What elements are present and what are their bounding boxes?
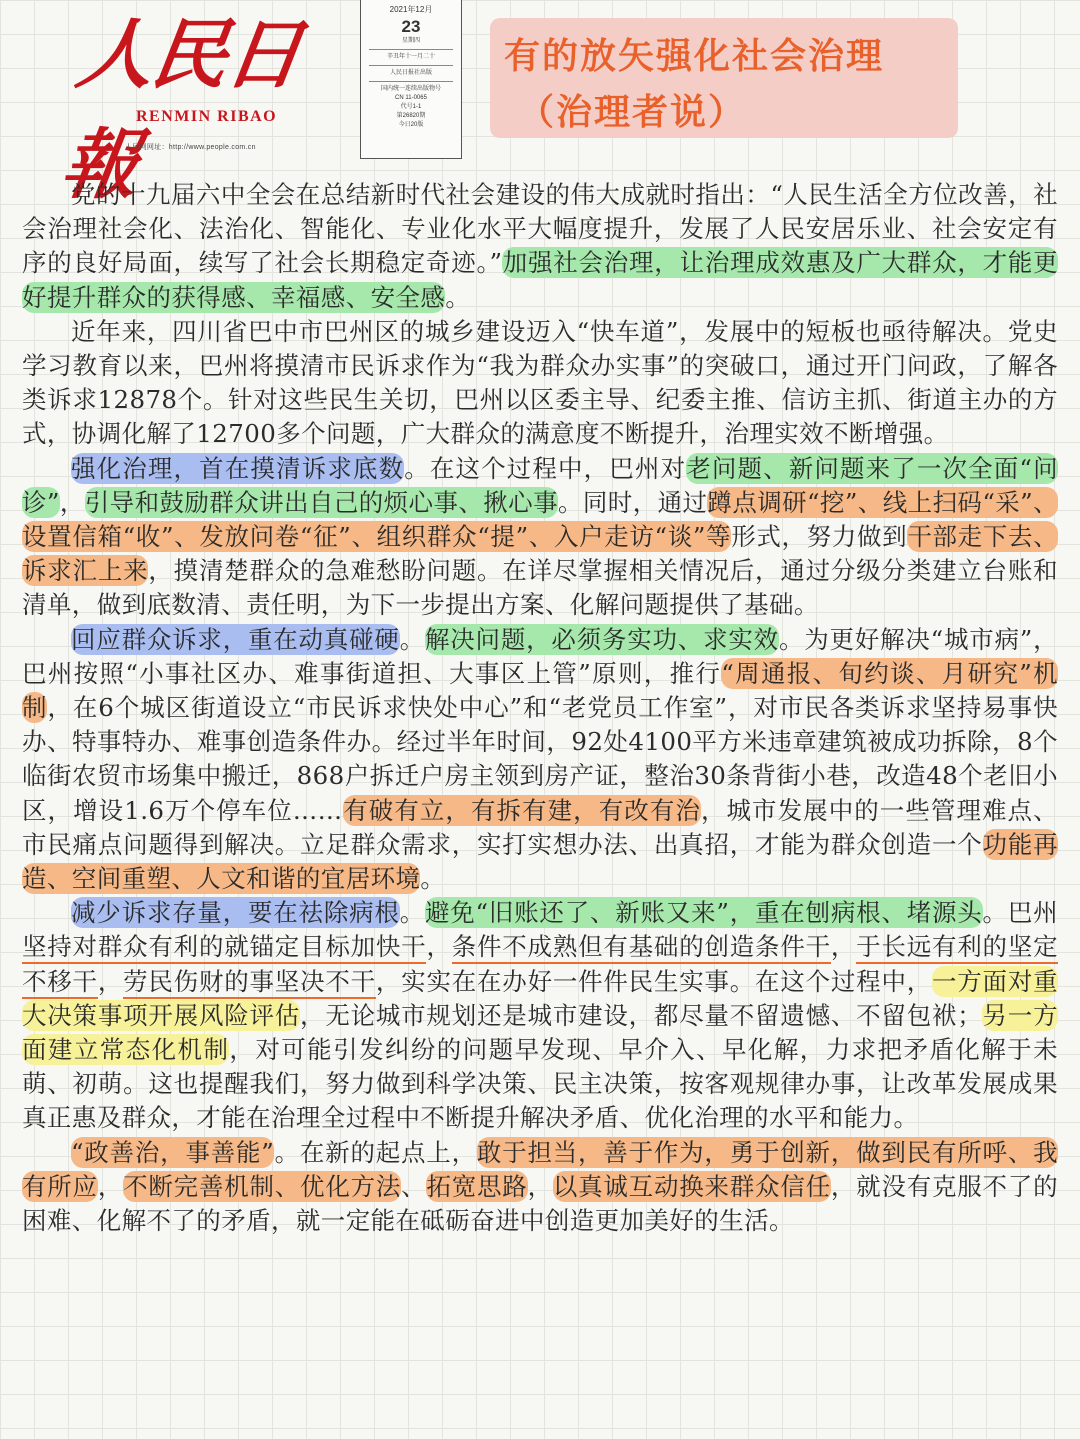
issue-number: 第26820期 xyxy=(396,113,426,119)
text-run: 。在新的起点上， xyxy=(274,1137,477,1167)
text-run: 。 xyxy=(420,864,446,894)
text-run: 。为更好解决“城市病”，巴州按照“小事社区办、难事街道担、大事区上管”原则，推行 xyxy=(22,624,1059,688)
highlight-blue: 回应群众诉求，重在动真碰硬 xyxy=(71,624,400,654)
highlight-yellow: 一方面对重大决策事项开展风险评估 xyxy=(22,966,1059,1030)
text-run: ，实实在在办好一件件民生实事。在这个过程中， xyxy=(375,966,932,996)
masthead-logo: 人民日報 xyxy=(56,10,307,209)
article-body xyxy=(22,178,1058,1238)
highlight-orange: “周通报、旬约谈、月研究”机制 xyxy=(22,658,1058,723)
text-run: ，就没有克服不了的困难、化解不了的矛盾，就一定能在砥砺奋进中创造更加美好的生活。 xyxy=(22,1171,1058,1236)
text-run: 党的十九届六中全会在总结新时代社会建设的伟大成就时指出：“人民生活全方位改善，社会治理社会化、法治化、智能化、专业化水平大幅度提升，发展了人民安居乐业、社会安定有序的良好局面，续写了社会长期稳定奇迹。” xyxy=(22,180,1058,278)
highlight-orange: 以真诚互动换来群众信任 xyxy=(552,1171,831,1201)
text-run: ， xyxy=(426,932,452,962)
underline-orange: 坚持对群众有利的就锚定目标加快干 xyxy=(22,932,426,964)
highlight-orange: 蹲点调研“挖”、线上扫码“采”、设置信箱“收”、发放问卷“征”、组织群众“提”、入户走访“谈”等 xyxy=(22,487,1059,552)
text-run: 近年来，四川省巴中市巴州区的城乡建设迈入“快车道”，发展中的短板也亟待解决。党史学习教育以来，巴州将摸清市民诉求作为“我为群众办实事”的突破口，通过开门问政，了解各类诉求12878个。针对这些民生关切，巴州以区委主导、纪委主推、信访主抓、街道主办的方式，协调化解了12700多个问题，广大群众的满意度不断提升，治理实效不断增强。 xyxy=(22,316,1058,449)
paragraph xyxy=(22,623,1058,897)
text-run: ， xyxy=(830,932,857,962)
paragraph xyxy=(22,896,1058,1135)
serial-cn: CN 11-0065 xyxy=(395,95,427,101)
highlight-green: 加强社会治理，让治理成效惠及广大群众，才能更好提升群众的获得感、幸福感、安全感 xyxy=(22,248,1058,312)
paragraph xyxy=(22,1136,1058,1239)
serial-code: 代号1-1 xyxy=(400,104,422,110)
paragraph xyxy=(22,452,1058,623)
date-day: 23 xyxy=(401,17,421,36)
text-run: ， xyxy=(59,487,85,517)
highlight-green: 老问题、新问题来了一次全面“问诊” xyxy=(22,453,1058,517)
text-run: ， xyxy=(527,1171,553,1201)
highlight-orange: 不断完善机制、优化方法 xyxy=(123,1171,402,1201)
highlight-yellow: 另一方面建立常态化机制 xyxy=(22,1000,1058,1065)
highlight-orange: 敢于担当，善于作为，勇于创新，做到民有所呼、我有所应 xyxy=(22,1137,1058,1201)
text-run: 。 xyxy=(399,898,425,928)
highlight-green: 引导和鼓励群众讲出自己的烦心事、揪心事 xyxy=(84,487,558,517)
text-run: 、 xyxy=(401,1171,427,1201)
publisher: 人民日报社出版 xyxy=(389,70,432,76)
date-divider xyxy=(369,81,453,82)
text-run: 形式，努力做到 xyxy=(731,522,908,552)
underline-orange: 条件不成熟但有基础的创造条件干 xyxy=(452,932,831,964)
text-run: ，对可能引发纠纷的问题早发现、早介入、早化解，力求把矛盾化解于未萌、初萌。这也提醒我们，努力做到科学决策、民主决策，按客观规律办事，让改革发展成果真正惠及群众，才能在治理全过程中不断提升解决矛盾、优化治理的水平和能力。 xyxy=(22,1035,1058,1133)
text-run: 。 xyxy=(399,624,425,654)
highlight-orange: 拓宽思路 xyxy=(426,1171,528,1201)
highlight-green: 避免“旧账还了、新账又来”，重在刨病根、堵源头 xyxy=(424,898,983,928)
paragraph xyxy=(22,315,1058,452)
text-run: ，城市发展中的一些管理难点、市民痛点问题得到解决。立足群众需求，实打实想办法、出真招，才能为群众创造一个 xyxy=(22,795,1058,859)
newspaper-masthead xyxy=(56,0,355,209)
date-weekday: 星期四 xyxy=(401,38,420,44)
text-run: ，无论城市规划还是城市建设，都尽量不留遗憾、不留包袱； xyxy=(300,1000,983,1030)
highlight-orange: 功能再造、空间重塑、人文和谐的宜居环境 xyxy=(22,829,1059,894)
text-run: ， xyxy=(97,966,124,996)
highlight-blue: 强化治理，首在摸清诉求底数 xyxy=(71,453,405,483)
text-run: 。同时，通过 xyxy=(557,487,708,517)
highlight-orange: 干部走下去、诉求汇上来 xyxy=(22,522,1058,586)
highlight-green: 解决问题，必须务实功、求实效 xyxy=(424,624,779,654)
highlight-blue: 减少诉求存量，要在祛除病根 xyxy=(71,898,400,928)
text-run: 。在这个过程中，巴州对 xyxy=(404,453,687,483)
serial-label: 国内统一连续出版物号 xyxy=(380,86,441,92)
date-lunar: 辛丑年十一月二十 xyxy=(386,54,435,60)
article-title: 有的放矢强化社会治理 xyxy=(504,36,885,77)
underline-orange: 劳民伤财的事坚决不干 xyxy=(123,967,376,999)
page-count: 今日20版 xyxy=(398,122,424,128)
text-run: 。 xyxy=(445,282,471,312)
article-title-box xyxy=(490,18,958,138)
text-run: 。巴州 xyxy=(982,898,1059,928)
date-divider xyxy=(369,49,453,50)
highlight-orange: 有破有立，有拆有建，有改有治 xyxy=(342,795,701,825)
date-divider xyxy=(369,65,453,66)
highlight-orange: “政善治，事善能” xyxy=(71,1137,275,1167)
article-subtitle: （治理者说） xyxy=(518,92,747,133)
masthead-date-box xyxy=(360,0,462,159)
masthead-website: 人民网网址：http://www.people.com.cn xyxy=(125,144,256,151)
text-run: ，在6个城区街道设立“市民诉求快处中心”和“老党员工作室”，对市民各类诉求坚持易事快办、特事特办、难事创造条件办。经过半年时间，92处4100平方米违章建筑被成功拆除，8个临街农贸市场集中搬迁，868户拆迁户房主领到房产证，整治30条背街小巷，改造48个老旧小区，增设1.6万个停车位…… xyxy=(22,693,1059,825)
paragraph xyxy=(22,178,1058,315)
text-run: ， xyxy=(97,1171,124,1201)
text-run: ，摸清楚群众的急难愁盼问题。在详尽掌握相关情况后，通过分级分类建立台账和清单，做到底数清、责任明，为下一步提出方案、化解问题提供了基础。 xyxy=(22,556,1058,620)
underline-orange: 于长远有利的坚定不移干 xyxy=(22,932,1058,998)
masthead-pinyin: RENMIN RIBAO xyxy=(136,108,278,125)
date-year-month: 2021年12月 xyxy=(389,5,433,14)
